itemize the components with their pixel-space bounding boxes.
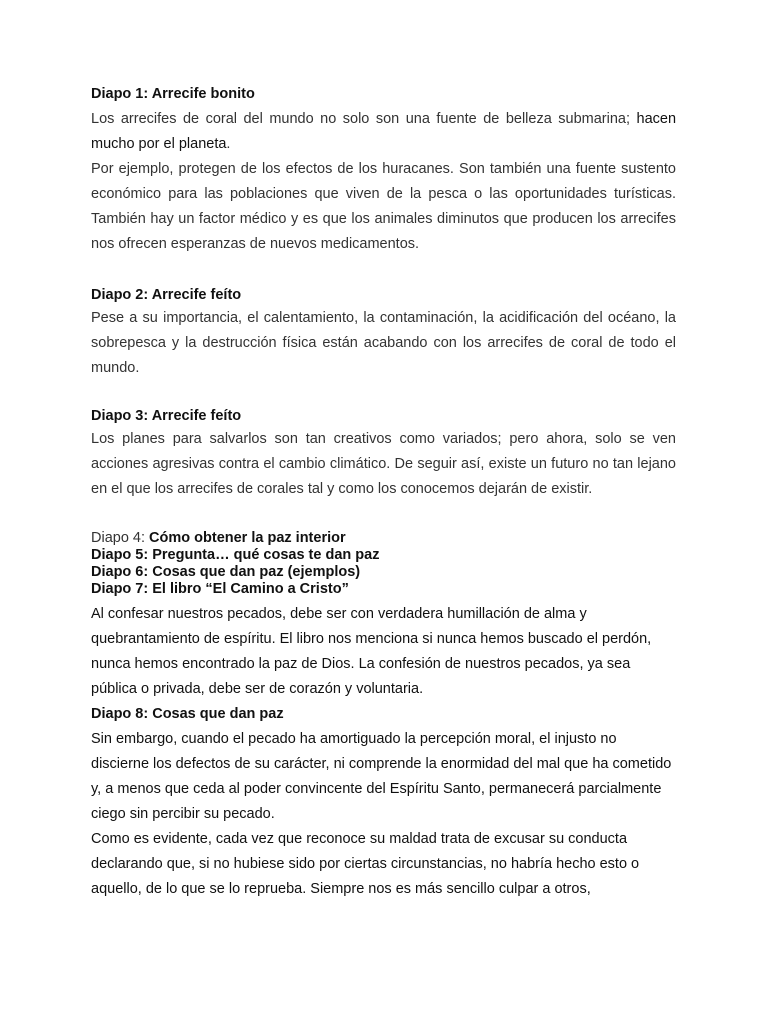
section-2-paragraph: Pese a su importancia, el calentamiento, la contaminación, la acidificación del océano, la sobrepesca y la destrucción física están acabando con los arrecifes de coral de todo el mundo. bbox=[91, 310, 676, 376]
section-3-title: Diapo 3: Arrecife feíto bbox=[91, 408, 242, 424]
section-1-title: Diapo 1: Arrecife bonito bbox=[91, 86, 255, 102]
section-1-paragraph-1 bbox=[91, 107, 676, 157]
section-1-text-c: . bbox=[226, 136, 231, 152]
slide-list-item-7 bbox=[91, 581, 676, 598]
section-3-paragraph: Los planes para salvarlos son tan creativos como variados; pero ahora, solo se ven acciones agresivas contra el cambio climático. De seguir así, existe un futuro no tan lejano en el que los arrecifes de corales tal y como los conocemos dejarán de existir. bbox=[91, 431, 676, 497]
slide-list-item-6 bbox=[91, 564, 676, 581]
slide-label: Diapo 7: bbox=[91, 581, 149, 597]
diapo-7-paragraph: Al confesar nuestros pecados, debe ser con verdadera humillación de alma y quebrantamiento de espíritu. El libro nos menciona si nunca hemos buscado el perdón, nunca hemos encontrado la paz de Dios. La confesión de nuestros pecados, ya sea pública o privada, debe ser de corazón y voluntaria. bbox=[91, 606, 652, 697]
slide-title: Cómo obtener la paz interior bbox=[149, 530, 346, 546]
slide-label: Diapo 6: bbox=[91, 564, 149, 580]
slide-label: Diapo 4: bbox=[91, 530, 146, 546]
spacer bbox=[91, 381, 676, 406]
document-page bbox=[91, 84, 676, 902]
section-8-title: Diapo 8: Cosas que dan paz bbox=[91, 706, 284, 722]
section-1-text-b: hacen mucho por el planeta bbox=[91, 111, 677, 152]
spacer bbox=[91, 257, 676, 285]
section-8-paragraph-2: Como es evidente, cada vez que reconoce su maldad trata de excusar su conducta declarando que, si no hubiese sido por ciertas circunstancias, no habría hecho esto o aquello, de lo que se lo reprueba. Siempre nos es más sencillo culpar a otros, bbox=[91, 831, 640, 897]
section-8-paragraph-1: Sin embargo, cuando el pecado ha amortiguado la percepción moral, el injusto no discierne los defectos de su carácter, ni comprende la enormidad del mal que ha cometido y, a menos que ceda al poder convincente del Espíritu Santo, permanecerá parcialmente ciego sin percibir su pecado. bbox=[91, 731, 672, 822]
section-1-paragraph-2: Por ejemplo, protegen de los efectos de los huracanes. Son también una fuente sustento económico para las poblaciones que viven de la pesca o las oportunidades turísticas. También hay un factor médico y es que los animales diminutos que producen los arrecifes nos ofrecen esperanzas de nuevos medicamentos. bbox=[91, 161, 676, 252]
slide-list bbox=[91, 530, 676, 598]
slide-title: El libro “El Camino a Cristo” bbox=[152, 581, 349, 597]
slide-list-item-4 bbox=[91, 530, 676, 547]
slide-title: Pregunta… qué cosas te dan paz bbox=[152, 547, 380, 563]
slide-list-item-5 bbox=[91, 547, 676, 564]
slide-title: Cosas que dan paz (ejemplos) bbox=[152, 564, 361, 580]
spacer bbox=[91, 502, 676, 530]
section-1-text-a: Los arrecifes de coral del mundo no solo son una fuente de belleza submarina; bbox=[91, 111, 630, 127]
slide-label: Diapo 5: bbox=[91, 547, 149, 563]
section-2-title: Diapo 2: Arrecife feíto bbox=[91, 287, 242, 303]
